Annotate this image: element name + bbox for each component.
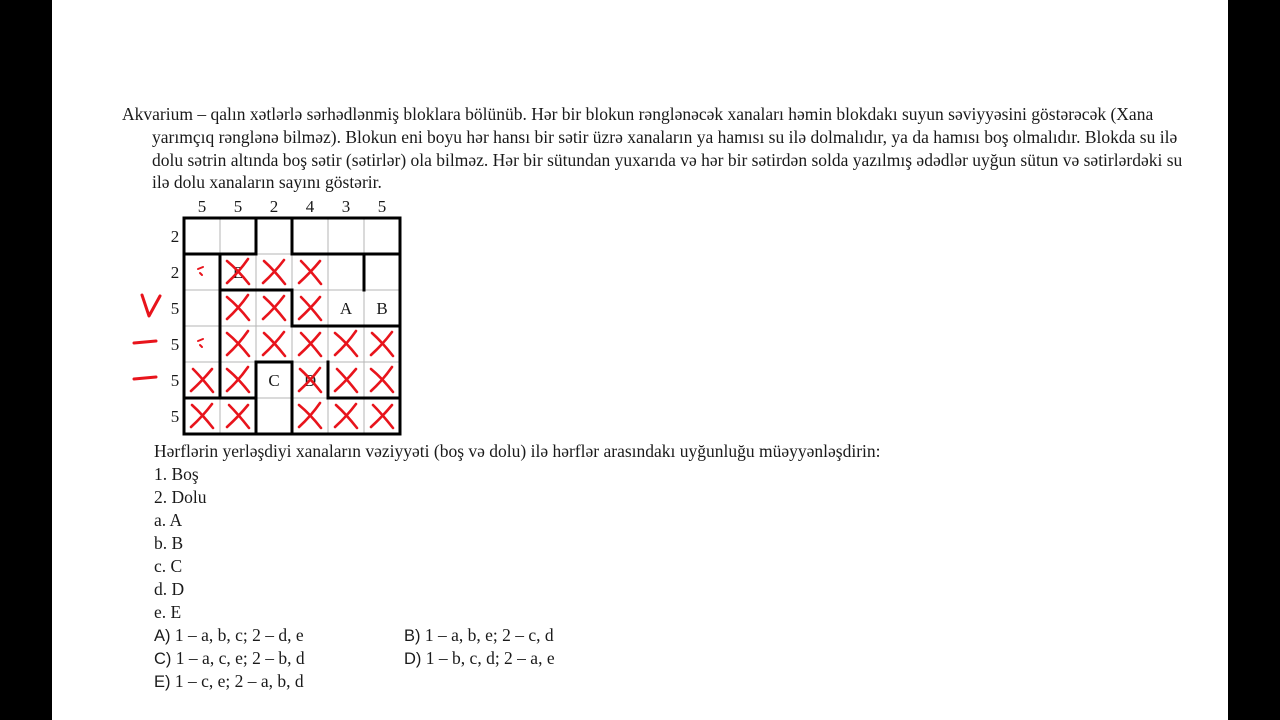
dash-mark-icon <box>134 341 156 343</box>
row-clue: 5 <box>170 299 180 318</box>
state-filled: 2. Dolu <box>154 487 207 507</box>
answer-option-b[interactable] <box>404 624 554 647</box>
answer-text: 1 – a, c, e; 2 – b, d <box>171 648 305 668</box>
answer-text: 1 – a, b, e; 2 – c, d <box>420 625 554 645</box>
cell-letter-e: E <box>232 263 244 282</box>
cell-letter-b: B <box>376 299 388 318</box>
answer-text: 1 – a, b, c; 2 – d, e <box>170 625 304 645</box>
letter-item-b: b. B <box>154 533 184 553</box>
answer-key: E) <box>154 673 171 691</box>
letter-item-a: a. A <box>154 510 183 530</box>
cell-letter-c: C <box>268 371 280 390</box>
red-dot-mark <box>198 339 203 347</box>
answer-option-d[interactable] <box>404 647 555 670</box>
row-clue: 5 <box>170 407 180 426</box>
cell-letter-d: D <box>303 371 317 390</box>
column-clue: 5 <box>197 197 207 216</box>
row-clue: 5 <box>170 335 180 354</box>
column-clue: 3 <box>341 197 351 216</box>
row-clue: 2 <box>170 263 180 282</box>
cell-letter-a: A <box>339 299 353 318</box>
answer-text: 1 – b, c, d; 2 – a, e <box>421 648 555 668</box>
answer-text: 1 – c, e; 2 – a, b, d <box>170 671 304 691</box>
answer-option-e[interactable] <box>154 670 304 693</box>
state-empty: 1. Boş <box>154 464 199 484</box>
answer-option-a[interactable] <box>154 624 304 647</box>
aquarium-puzzle <box>52 0 1228 720</box>
dash-mark-icon <box>134 377 156 379</box>
worksheet-page <box>52 0 1228 720</box>
column-clue: 5 <box>377 197 387 216</box>
row-clue: 5 <box>170 371 180 390</box>
column-clue: 5 <box>233 197 243 216</box>
column-clue: 4 <box>305 197 315 216</box>
answer-key: C) <box>154 650 172 668</box>
answer-key: A) <box>154 627 171 645</box>
red-dot-mark <box>198 267 203 275</box>
answer-key: D) <box>404 650 422 668</box>
problem-description: Akvarium – qalın xətlərlə sərhədlənmiş bloklara bölünüb. Hər bir blokun rənglənəcək xanaları həmin blokdakı suyun səviyyəsini göstərəcək (Xana yarımçıq rənglənə bilməz). Blokun eni boyu hər hansı bir sətir üzrə xanaların ya hamısı su ilə dolmalıdır, ya da hamısı boş olmalıdır. Blokda su ilə dolu sətrin altında boş sətir (sətirlər) ola bilməz. Hər bir sütundan yuxarıda və hər bir sətirdən solda yazılmış ədədlər uyğun sütun və sətirlərdəki su ilə dolu xanaların sayını göstərir. <box>122 104 1183 193</box>
letter-item-c: c. C <box>154 556 183 576</box>
aquarium-grid <box>52 0 1228 720</box>
letter-item-e: e. E <box>154 602 182 622</box>
column-clue: 2 <box>269 197 279 216</box>
instruction-text: Hərflərin yerləşdiyi xanaların vəziyyəti (boş və dolu) ilə hərflər arasındakı uyğunluğu müəyyənləşdirin: <box>154 441 881 461</box>
letter-item-d: d. D <box>154 579 185 599</box>
answer-option-c[interactable] <box>154 647 305 670</box>
answer-key: B) <box>404 627 421 645</box>
check-mark-icon <box>142 295 160 316</box>
row-clue: 2 <box>170 227 180 246</box>
